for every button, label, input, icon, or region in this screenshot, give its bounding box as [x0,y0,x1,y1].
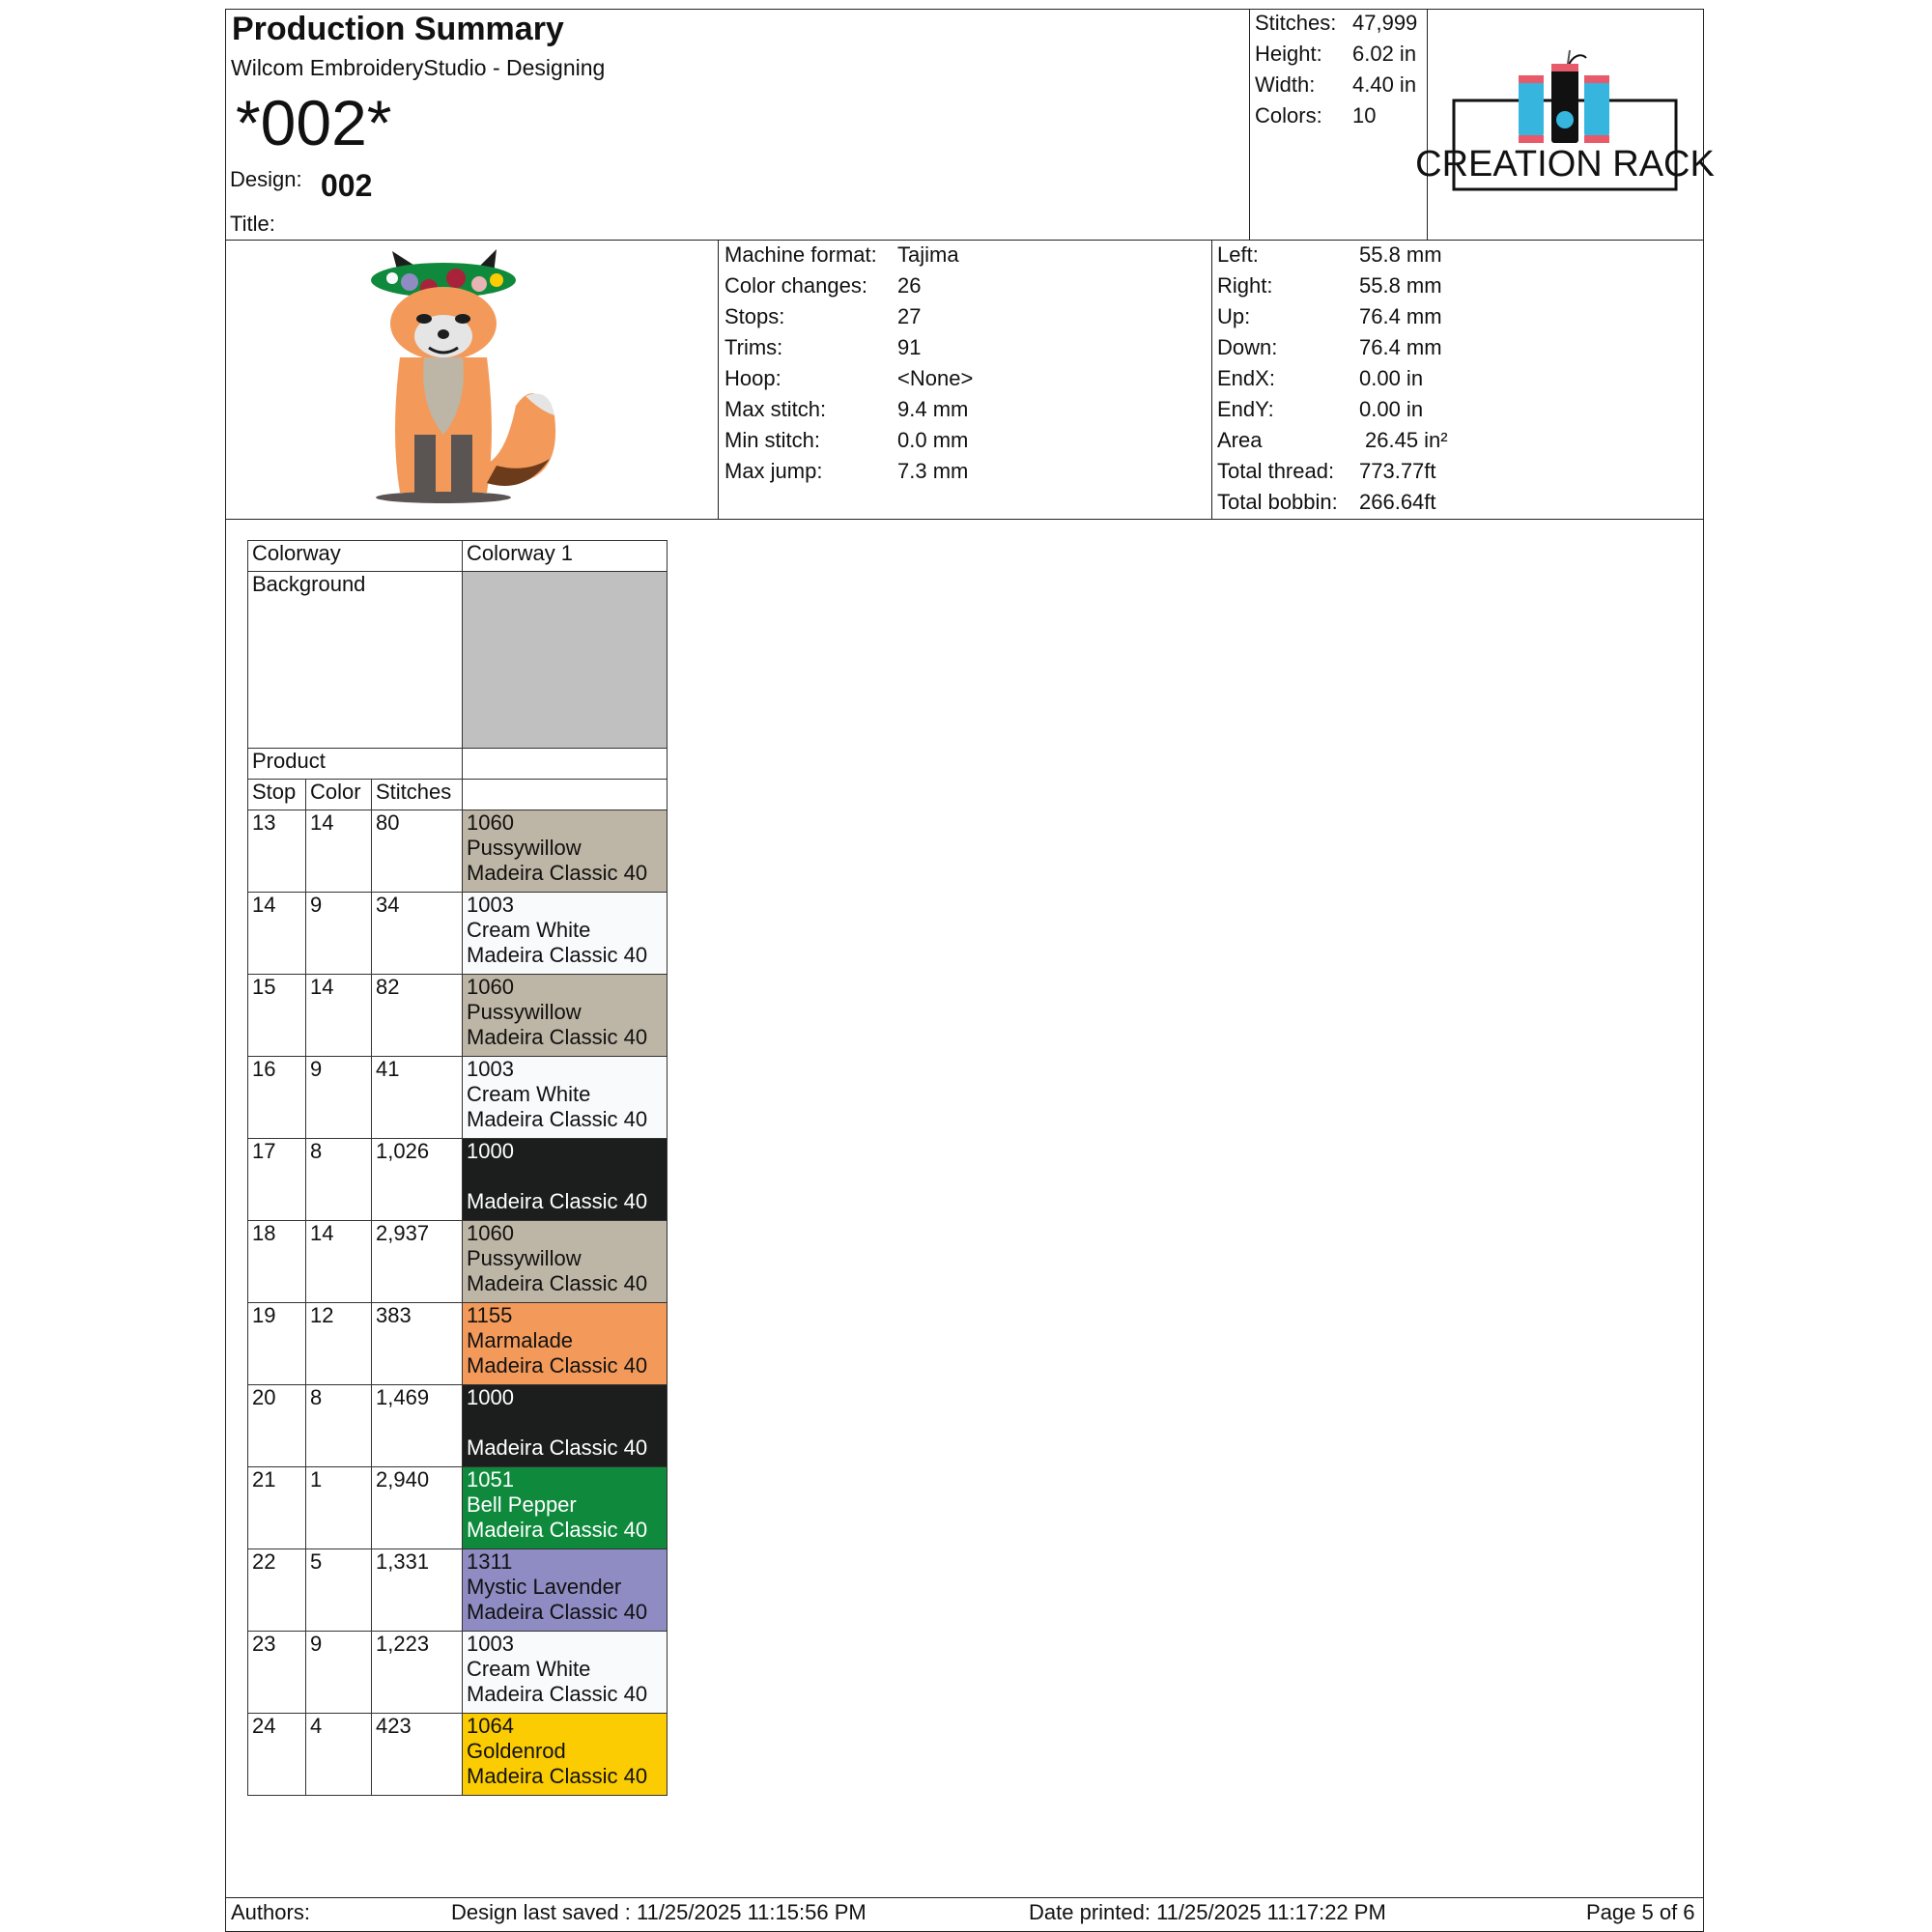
row-stitches: 1,223 [372,1632,463,1714]
dim-value: 0.00 in [1359,397,1424,421]
thread-swatch [463,1714,668,1796]
info-label: Stops: [724,304,785,328]
thread-swatch [463,893,668,975]
row-stitches: 423 [372,1714,463,1796]
table-row [248,975,668,1057]
row-stop: 24 [248,1714,306,1796]
row-color: 9 [306,1632,372,1714]
thread-code: 1311 [467,1549,513,1574]
row-stitches: 2,940 [372,1467,463,1549]
stat-label: Stitches: [1255,11,1337,35]
row-stop: 16 [248,1057,306,1139]
row-stop: 17 [248,1139,306,1221]
thread-swatch [463,975,668,1057]
stat-label: Width: [1255,72,1316,97]
dim-label: Total thread: [1217,459,1335,483]
table-row [248,1303,668,1385]
thread-swatch [463,1221,668,1303]
background-swatch [463,572,668,749]
thread-name: Marmalade [467,1328,574,1352]
thread-brand: Madeira Classic 40 [467,943,648,967]
dim-value: 773.77ft [1359,459,1436,483]
stat-value: 4.40 in [1352,72,1417,97]
info-value: 26 [897,273,922,298]
thread-brand: Madeira Classic 40 [467,1107,648,1131]
thread-name: Pussywillow [467,1246,582,1270]
row-color: 9 [306,1057,372,1139]
info-label: Max stitch: [724,397,827,421]
row-stop: 14 [248,893,306,975]
thread-name [467,1410,663,1435]
info-value: <None> [897,366,974,390]
dim-value: 55.8 mm [1359,273,1442,298]
dim-value: 26.45 in² [1365,428,1448,452]
thread-swatch [463,1057,668,1139]
dim-value: 266.64ft [1359,490,1436,514]
design-barcode-id: *002* [236,87,392,158]
footer-authors: Authors: [231,1900,310,1924]
dim-label: EndX: [1217,366,1275,390]
thread-code: 1003 [467,1632,514,1656]
dim-value: 76.4 mm [1359,304,1442,328]
footer-date-printed: Date printed: 11/25/2025 11:17:22 PM [1029,1900,1386,1924]
row-stop: 19 [248,1303,306,1385]
thread-code: 1003 [467,893,514,917]
thread-swatch [463,1549,668,1632]
row-color: 8 [306,1385,372,1467]
table-row [248,893,668,975]
row-color: 8 [306,1139,372,1221]
product-cell [463,749,668,780]
background-label: Background [248,572,463,749]
table-row [248,1221,668,1303]
dim-label: Left: [1217,242,1259,267]
thread-brand: Madeira Classic 40 [467,1600,648,1624]
thread-swatch [463,1303,668,1385]
info-label: Color changes: [724,273,867,298]
thread-code: 1060 [467,810,514,835]
colorway-label: Colorway [248,541,463,572]
header-color: Color [306,780,372,810]
thread-code: 1051 [467,1467,514,1492]
thread-swatch [463,1385,668,1467]
info-label: Trims: [724,335,783,359]
colorway-name: Colorway 1 [463,541,668,572]
thread-swatch [463,1467,668,1549]
dim-label: Right: [1217,273,1273,298]
row-color: 14 [306,1221,372,1303]
thread-name: Cream White [467,1657,591,1681]
thread-code: 1000 [467,1385,514,1409]
footer-page-number: Page 5 of 6 [1586,1900,1695,1924]
header-divider [225,240,1704,241]
row-stitches: 383 [372,1303,463,1385]
thread-name [467,1164,663,1189]
thread-name: Cream White [467,1082,591,1106]
table-row [248,1139,668,1221]
row-color: 9 [306,893,372,975]
row-color: 12 [306,1303,372,1385]
info-value: 91 [897,335,922,359]
row-stitches: 1,026 [372,1139,463,1221]
table-row [248,1057,668,1139]
info-value: 0.0 mm [897,428,969,452]
info-value: 27 [897,304,922,328]
thread-code: 1155 [467,1303,513,1327]
row-color: 4 [306,1714,372,1796]
table-row [248,1467,668,1549]
dim-value: 0.00 in [1359,366,1424,390]
app-name: Wilcom EmbroideryStudio - Designing [231,55,606,80]
footer-last-saved: Design last saved : 11/25/2025 11:15:56 PM [451,1900,867,1924]
thread-code: 1064 [467,1714,514,1738]
thread-name: Pussywillow [467,836,582,860]
thread-name: Bell Pepper [467,1492,577,1517]
stat-label: Colors: [1255,103,1322,128]
dim-label: Down: [1217,335,1278,359]
thread-brand: Madeira Classic 40 [467,1435,648,1460]
thread-brand: Madeira Classic 40 [467,1353,648,1378]
row-stitches: 2,937 [372,1221,463,1303]
stats-divider [1249,9,1250,240]
thread-code: 1000 [467,1139,514,1163]
thread-brand: Madeira Classic 40 [467,1189,648,1213]
table-row [248,1714,668,1796]
dim-value: 55.8 mm [1359,242,1442,267]
thread-name: Goldenrod [467,1739,566,1763]
info-label: Machine format: [724,242,877,267]
row-color: 5 [306,1549,372,1632]
dim-label: Up: [1217,304,1251,328]
row-stop: 22 [248,1549,306,1632]
design-preview-image [371,242,574,522]
info-label: Min stitch: [724,428,821,452]
info-value: 7.3 mm [897,459,969,483]
table-row [248,1632,668,1714]
thread-code: 1060 [467,1221,514,1245]
row-stitches: 1,469 [372,1385,463,1467]
row-stop: 13 [248,810,306,893]
row-stitches: 34 [372,893,463,975]
row-stitches: 1,331 [372,1549,463,1632]
info-value: 9.4 mm [897,397,969,421]
design-label: Design: [230,167,302,191]
thread-brand: Madeira Classic 40 [467,1271,648,1295]
stat-label: Height: [1255,42,1322,66]
thread-brand: Madeira Classic 40 [467,1518,648,1542]
stat-value: 6.02 in [1352,42,1417,66]
table-row [248,1549,668,1632]
row-stop: 20 [248,1385,306,1467]
row-color: 14 [306,810,372,893]
thread-brand: Madeira Classic 40 [467,1682,648,1706]
table-row [248,810,668,893]
thread-code: 1003 [467,1057,514,1081]
thread-swatch [463,1139,668,1221]
row-color: 14 [306,975,372,1057]
title-label: Title: [230,212,275,236]
row-stitches: 80 [372,810,463,893]
table-row [248,1385,668,1467]
design-name: 002 [321,168,373,203]
thread-brand: Madeira Classic 40 [467,861,648,885]
logo-divider [1427,9,1428,240]
machine-divider [1211,240,1212,519]
dim-label: EndY: [1217,397,1274,421]
header-stitches: Stitches [372,780,463,810]
creation-rack-logo [1415,41,1715,195]
row-stop: 23 [248,1632,306,1714]
info-value: Tajima [897,242,959,267]
dim-label: Area [1217,428,1263,452]
row-stop: 21 [248,1467,306,1549]
stat-value: 10 [1352,103,1377,128]
row-stop: 18 [248,1221,306,1303]
dim-value: 76.4 mm [1359,335,1442,359]
info-label: Max jump: [724,459,823,483]
thread-brand: Madeira Classic 40 [467,1025,648,1049]
row-stop: 15 [248,975,306,1057]
thread-name: Cream White [467,918,591,942]
thread-name: Pussywillow [467,1000,582,1024]
info-label: Hoop: [724,366,781,390]
preview-divider [718,240,719,519]
dim-label: Total bobbin: [1217,490,1338,514]
row-stitches: 82 [372,975,463,1057]
row-color: 1 [306,1467,372,1549]
product-label: Product [248,749,463,780]
thread-code: 1060 [467,975,514,999]
colorway-table [247,540,668,1796]
page-title: Production Summary [232,11,564,47]
thread-swatch [463,1632,668,1714]
thread-swatch [463,810,668,893]
logo-text: CREATION RACK [1415,144,1715,185]
header-stop: Stop [248,780,306,810]
header-blank [463,780,668,810]
footer-divider [225,1897,1704,1898]
thread-name: Mystic Lavender [467,1575,622,1599]
thread-brand: Madeira Classic 40 [467,1764,648,1788]
row-stitches: 41 [372,1057,463,1139]
stat-value: 47,999 [1352,11,1418,35]
